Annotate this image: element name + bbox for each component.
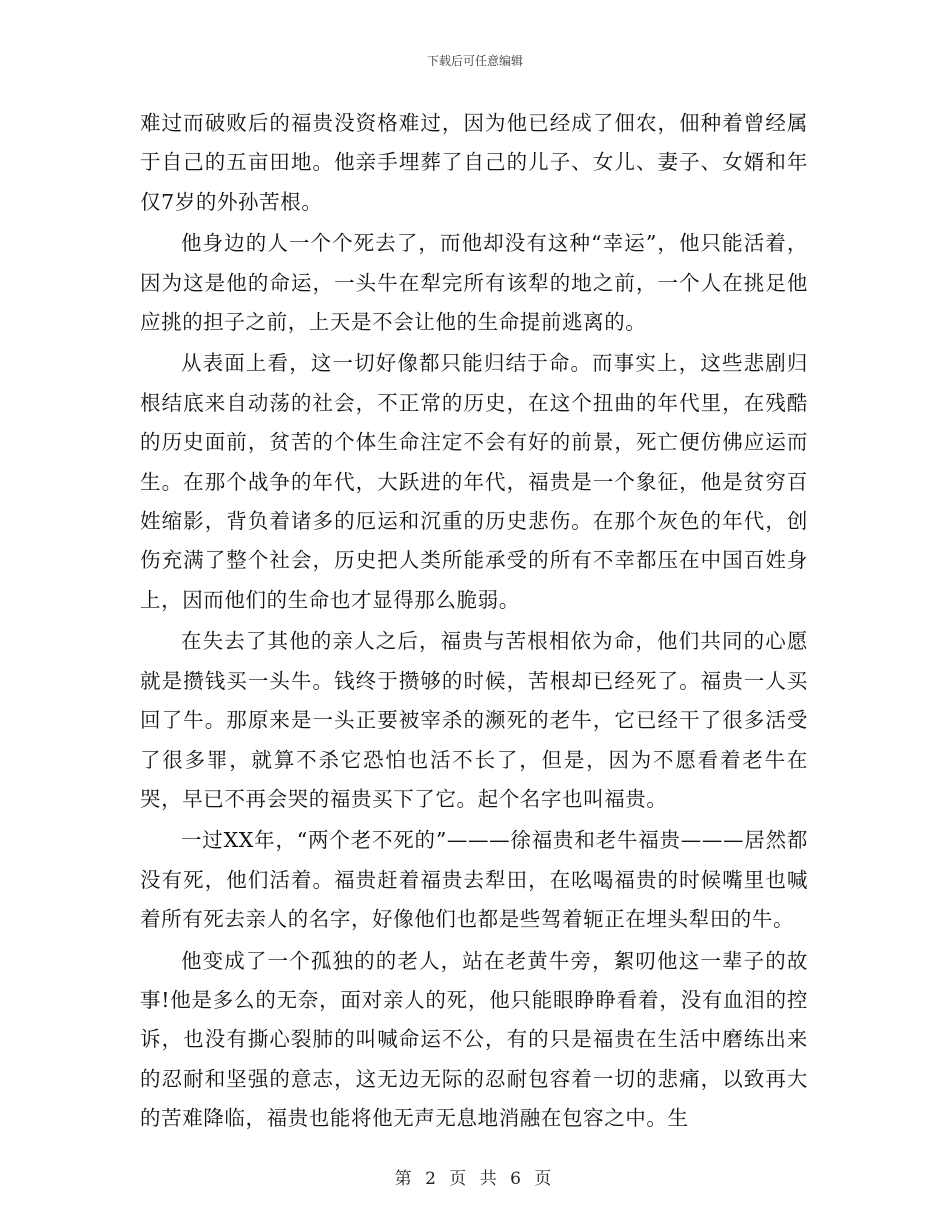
- page-header: 下载后可任意编辑: [426, 54, 523, 68]
- paragraph: 在失去了其他的亲人之后，福贵与苦根相依为命，他们共同的心愿就是攒钱买一头牛。钱终于攒够的时候，苦根却已经死了。福贵一人买回了牛。那原来是一头正要被宰杀的濒死的老牛，它已经干了很多活受了很多罪，就算不杀它恐怕也活不长了，但是，因为不愿看着老牛在哭，早已不再会哭的福贵买下了它。起个名字也叫福贵。: [140, 629, 808, 811]
- paragraph: 从表面上看，这一切好像都只能归结于命。而事实上，这些悲剧归根结底来自动荡的社会，不正常的历史，在这个扭曲的年代里，在残酷的历史面前，贫苦的个体生命注定不会有好的前景，死亡便仿佛应运而生。在那个战争的年代，大跃进的年代，福贵是一个象征，他是贫穷百姓缩影，背负着诸多的厄运和沉重的历史悲伤。在那个灰色的年代，创伤充满了整个社会，历史把人类所能承受的所有不幸都压在中国百姓身上，因而他们的生命也才显得那么脆弱。: [140, 351, 808, 612]
- paragraph: 一过XX年，“两个老不死的”———徐福贵和老牛福贵———居然都没有死，他们活着。福贵赶着福贵去犁田，在吆喝福贵的时候嘴里也喊着所有死去亲人的名字，好像他们也都是些驾着轭正在埋头犁田的牛。: [140, 828, 808, 932]
- document-body: [140, 104, 808, 1141]
- paragraph-continuation: 难过而破败后的福贵没资格难过，因为他已经成了佃农，佃种着曾经属于自己的五亩田地。他亲手埋葬了自己的儿子、女儿、妻子、女婿和年仅7岁的外孙苦根。: [140, 111, 808, 214]
- page-number-footer: 第 2 页 共 6 页: [394, 1169, 556, 1189]
- paragraph: 他变成了一个孤独的的老人，站在老黄牛旁，絮叨他这一辈子的故事!他是多么的无奈，面对亲人的死，他只能眼睁睁看着，没有血泪的控诉，也没有撕心裂肺的叫喊命运不公，有的只是福贵在生活中磨练出来的忍耐和坚强的意志，这无边无际的忍耐包容着一切的悲痛，以致再大的苦难降临，福贵也能将他无声无息地消融在包容之中。生: [140, 948, 808, 1131]
- paragraph: 他身边的人一个个死去了，而他却没有这种“幸运”，他只能活着，因为这是他的命运，一头牛在犁完所有该犁的地之前，一个人在挑足他应挑的担子之前，上天是不会让他的生命提前逃离的。: [140, 231, 808, 335]
